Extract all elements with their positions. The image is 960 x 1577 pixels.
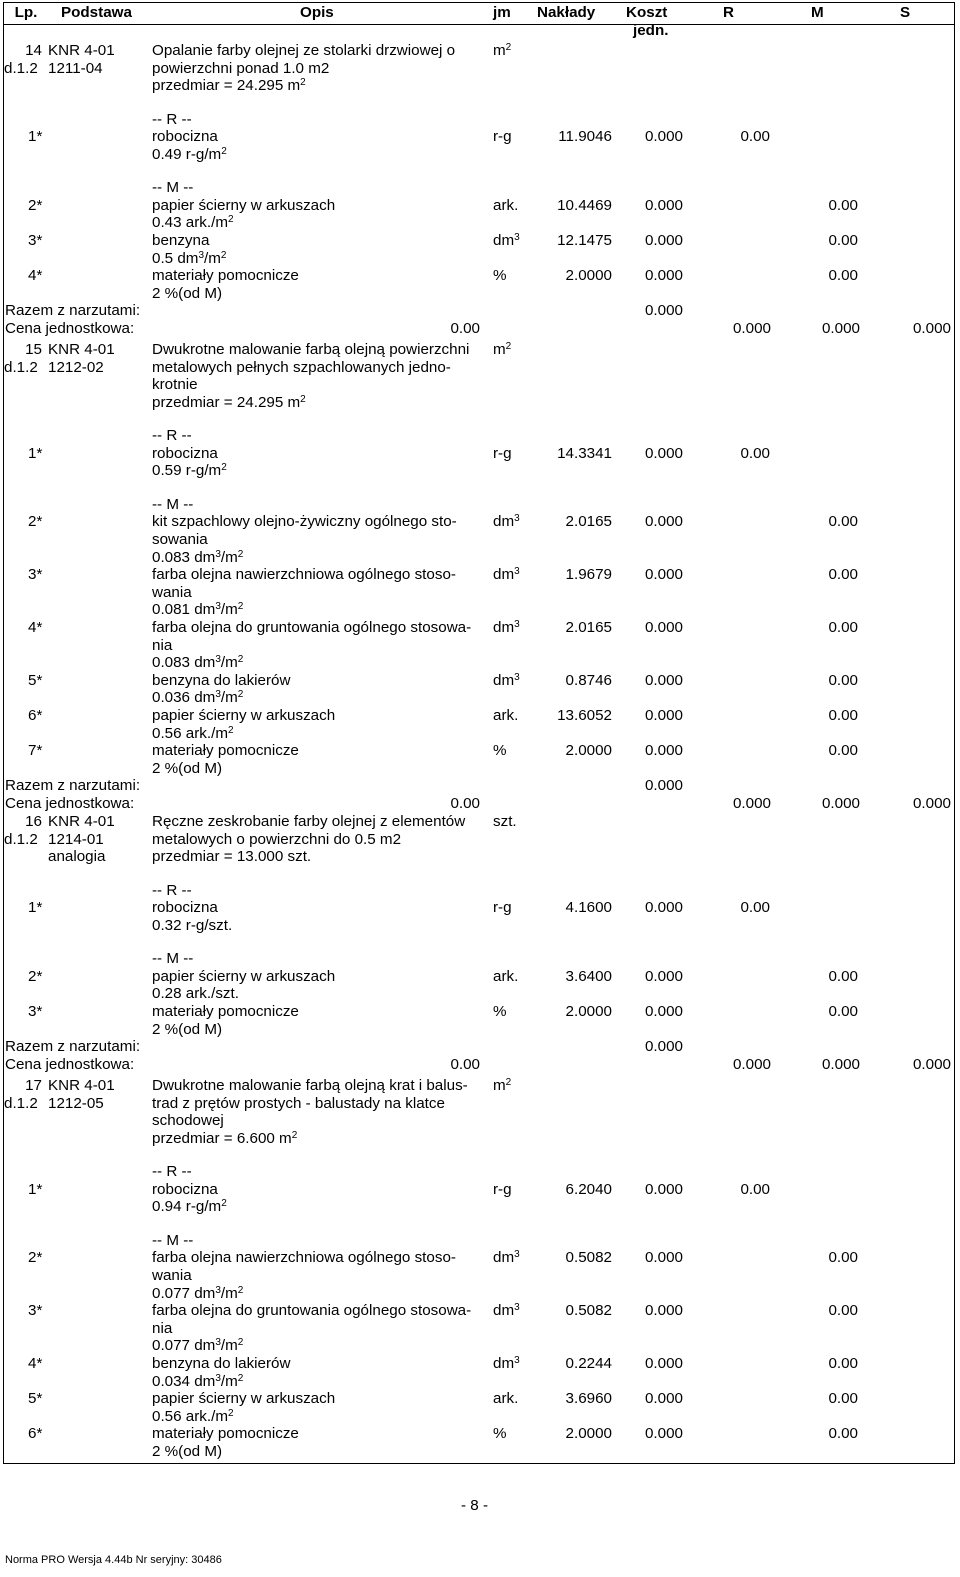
resource-price: 0.000 xyxy=(644,444,683,462)
description-line: przedmiar = 6.600 $m^2$ xyxy=(152,1129,298,1147)
resource-unit: $dm^3$ xyxy=(493,619,520,637)
resource-norm: 0.034 $dm^3/m^2$ xyxy=(152,1372,244,1390)
col-jm-header: jm xyxy=(493,4,511,21)
col-podstawa-header: Podstawa xyxy=(61,4,132,21)
resource-norm: 0.49 $r-g/m^2$ xyxy=(152,145,227,163)
resource-norm: 0.28 ark./szt. xyxy=(152,985,239,1003)
unit-price-m: 0.000 xyxy=(821,320,860,338)
resource-quantity: 2.0000 xyxy=(565,267,612,285)
resource-quantity: 12.1475 xyxy=(557,232,612,250)
unit-price-total: 0.00 xyxy=(450,320,480,338)
unit: $m^2$ xyxy=(493,42,512,59)
position-chapter: d.1.2 xyxy=(4,358,38,376)
resource-name-continued: sowania xyxy=(152,531,208,549)
item-number: 4* xyxy=(28,1355,43,1373)
description-line: metalowych pełnych szpachlowanych jedno- xyxy=(152,358,451,376)
resource-norm: 2 %(od M) xyxy=(152,759,223,777)
resource-name: papier ścierny w arkuszach xyxy=(152,1390,336,1408)
description-line: przedmiar = 24.295 $m^2$ xyxy=(152,77,306,95)
resource-unit: $dm^3$ xyxy=(493,1249,520,1267)
resource-quantity: 13.6052 xyxy=(557,707,612,725)
resource-name: papier ścierny w arkuszach xyxy=(152,707,336,725)
labor-value: 0.00 xyxy=(740,444,770,462)
resource-name: papier ścierny w arkuszach xyxy=(152,967,336,985)
page-number: - 8 - xyxy=(461,1497,489,1514)
resource-price: 0.000 xyxy=(644,1003,683,1021)
resource-norm: 0.081 $dm^3/m^2$ xyxy=(152,601,244,619)
resource-quantity: 3.6960 xyxy=(565,1390,612,1408)
resource-norm: 0.083 $dm^3/m^2$ xyxy=(152,548,244,566)
resource-quantity: 14.3341 xyxy=(557,444,612,462)
material-value: 0.00 xyxy=(828,1302,858,1320)
description-line: krotnie xyxy=(152,376,198,394)
labor-value: 0.00 xyxy=(740,1180,770,1198)
item-number: 3* xyxy=(28,232,43,250)
software-footer: Norma PRO Wersja 4.44b Nr seryjny: 30486 xyxy=(5,1554,222,1566)
resource-name: kit szpachlowy olejno-żywiczny ogólnego sto- xyxy=(152,513,457,531)
material-section-label: -- M -- xyxy=(152,495,194,513)
item-number: 4* xyxy=(28,619,43,637)
item-number: 1* xyxy=(28,128,43,146)
razem-label: Razem z narzutami: xyxy=(5,1038,141,1056)
unit-price-m: 0.000 xyxy=(821,795,860,813)
resource-name: robocizna xyxy=(152,444,218,462)
resource-unit: % xyxy=(493,267,507,285)
resource-norm: 0.59 $r-g/m^2$ xyxy=(152,462,227,480)
resource-price: 0.000 xyxy=(644,967,683,985)
resource-unit: $dm^3$ xyxy=(493,513,520,531)
cena-label: Cena jednostkowa: xyxy=(5,795,135,813)
col-opis-header: Opis xyxy=(300,4,334,21)
resource-norm: 0.5 $dm^3/m^2$ xyxy=(152,249,227,267)
material-section-label: -- M -- xyxy=(152,950,194,968)
description-line: schodowej xyxy=(152,1112,224,1130)
item-number: 3* xyxy=(28,1302,43,1320)
resource-price: 0.000 xyxy=(644,232,683,250)
resource-name: robocizna xyxy=(152,128,218,146)
description-line: trad z prętów prostych - balustady na klatce xyxy=(152,1094,445,1112)
resource-unit: $dm^3$ xyxy=(493,566,520,584)
item-number: 4* xyxy=(28,267,43,285)
resource-name: materiały pomocnicze xyxy=(152,1003,299,1021)
description-line: Dwukrotne malowanie farbą olejną krat i balus- xyxy=(152,1077,468,1094)
col-s-header: S xyxy=(900,4,911,21)
cena-label: Cena jednostkowa: xyxy=(5,320,135,338)
position-chapter: d.1.2 xyxy=(4,59,38,77)
item-number: 5* xyxy=(28,671,43,689)
resource-name-continued: nia xyxy=(152,636,173,654)
resource-price: 0.000 xyxy=(644,1425,683,1443)
razem-label: Razem z narzutami: xyxy=(5,777,141,795)
resource-unit: $dm^3$ xyxy=(493,232,520,250)
position-number: 16 xyxy=(25,813,42,830)
resource-name: benzyna xyxy=(152,232,210,250)
resource-unit: $dm^3$ xyxy=(493,1302,520,1320)
material-value: 0.00 xyxy=(828,1003,858,1021)
resource-name: materiały pomocnicze xyxy=(152,742,299,760)
position-chapter: d.1.2 xyxy=(4,830,38,848)
resource-name: robocizna xyxy=(152,899,218,917)
resource-name: materiały pomocnicze xyxy=(152,267,299,285)
catalog-table: 1214-01 xyxy=(48,830,104,848)
resource-quantity: 2.0000 xyxy=(565,742,612,760)
item-number: 5* xyxy=(28,1390,43,1408)
catalog-table: 1212-02 xyxy=(48,358,104,376)
resource-name: robocizna xyxy=(152,1180,218,1198)
item-number: 6* xyxy=(28,1425,43,1443)
resource-price: 0.000 xyxy=(644,899,683,917)
col-lp-header: Lp. xyxy=(14,4,38,21)
resource-unit: r-g xyxy=(493,1180,512,1198)
resource-name: farba olejna do gruntowania ogólnego stosowa- xyxy=(152,1302,472,1320)
material-value: 0.00 xyxy=(828,707,858,725)
item-number: 1* xyxy=(28,444,43,462)
material-value: 0.00 xyxy=(828,619,858,637)
resource-norm: 0.077 $dm^3/m^2$ xyxy=(152,1284,244,1302)
labor-section-label: -- R -- xyxy=(152,110,192,128)
col-koszt-header: Koszt xyxy=(626,4,668,21)
item-number: 3* xyxy=(28,566,43,584)
resource-name: farba olejna nawierzchniowa ogólnego stoso- xyxy=(152,1249,456,1267)
col-koszt-header-2: jedn. xyxy=(633,22,669,39)
resource-quantity: 11.9046 xyxy=(558,128,612,146)
resource-quantity: 2.0165 xyxy=(565,619,612,637)
catalog-note: analogia xyxy=(48,848,106,866)
resource-unit: % xyxy=(493,1003,507,1021)
resource-unit: % xyxy=(493,1425,507,1443)
resource-quantity: 0.2244 xyxy=(565,1355,612,1373)
item-number: 2* xyxy=(28,967,43,985)
material-value: 0.00 xyxy=(828,742,858,760)
resource-quantity: 2.0000 xyxy=(565,1425,612,1443)
catalog-table: 1212-05 xyxy=(48,1094,104,1112)
material-value: 0.00 xyxy=(828,1249,858,1267)
resource-norm: 0.036 $dm^3/m^2$ xyxy=(152,689,244,707)
labor-section-label: -- R -- xyxy=(152,427,192,445)
resource-norm: 0.94 $r-g/m^2$ xyxy=(152,1198,227,1216)
unit-price-s: 0.000 xyxy=(912,320,951,338)
catalog-code: KNR 4-01 xyxy=(48,42,115,59)
resource-unit: ark. xyxy=(493,707,519,725)
item-number: 6* xyxy=(28,707,43,725)
material-value: 0.00 xyxy=(828,1355,858,1373)
unit-price-s: 0.000 xyxy=(912,1055,951,1073)
catalog-table: 1211-04 xyxy=(48,59,103,77)
resource-quantity: 10.4469 xyxy=(557,196,612,214)
labor-value: 0.00 xyxy=(740,128,770,146)
resource-price: 0.000 xyxy=(644,1355,683,1373)
resource-norm: 0.077 $dm^3/m^2$ xyxy=(152,1337,244,1355)
position-number: 17 xyxy=(25,1077,42,1094)
resource-price: 0.000 xyxy=(644,1302,683,1320)
resource-price: 0.000 xyxy=(644,1180,683,1198)
resource-norm: 0.56 $ark./m^2$ xyxy=(152,1407,234,1425)
resource-price: 0.000 xyxy=(644,707,683,725)
resource-price: 0.000 xyxy=(644,1390,683,1408)
material-value: 0.00 xyxy=(828,967,858,985)
resource-quantity: 4.1600 xyxy=(565,899,612,917)
item-number: 2* xyxy=(28,1249,43,1267)
resource-quantity: 6.2040 xyxy=(565,1180,612,1198)
unit-price-r: 0.000 xyxy=(732,1055,771,1073)
resource-norm: 0.32 r-g/szt. xyxy=(152,916,233,934)
material-value: 0.00 xyxy=(828,232,858,250)
resource-name: materiały pomocnicze xyxy=(152,1425,299,1443)
unit-price-m: 0.000 xyxy=(821,1055,860,1073)
resource-price: 0.000 xyxy=(644,1249,683,1267)
unit-price-total: 0.00 xyxy=(450,1055,480,1073)
resource-unit: $dm^3$ xyxy=(493,1355,520,1373)
resource-unit: ark. xyxy=(493,967,519,985)
resource-unit: r-g xyxy=(493,128,512,146)
resource-norm: 2 %(od M) xyxy=(152,1020,223,1038)
description-line: Opalanie farby olejnej ze stolarki drzwiowej o xyxy=(152,42,456,59)
material-section-label: -- M -- xyxy=(152,179,194,197)
resource-price: 0.000 xyxy=(644,513,683,531)
unit-price-s: 0.000 xyxy=(912,795,951,813)
resource-price: 0.000 xyxy=(644,742,683,760)
resource-norm: 2 %(od M) xyxy=(152,1443,223,1461)
unit: $m^2$ xyxy=(493,1077,512,1094)
unit: $m^2$ xyxy=(493,341,512,358)
unit-price-r: 0.000 xyxy=(732,795,771,813)
resource-quantity: 2.0165 xyxy=(565,513,612,531)
description-line: powierzchni ponad 1.0 m2 xyxy=(152,59,330,77)
resource-quantity: 3.6400 xyxy=(565,967,612,985)
resource-price: 0.000 xyxy=(644,671,683,689)
item-number: 3* xyxy=(28,1003,43,1021)
resource-name: benzyna do lakierów xyxy=(152,671,291,689)
resource-norm: 2 %(od M) xyxy=(152,284,223,302)
resource-price: 0.000 xyxy=(644,566,683,584)
catalog-code: KNR 4-01 xyxy=(48,341,115,358)
razem-label: Razem z narzutami: xyxy=(5,302,141,320)
resource-name: benzyna do lakierów xyxy=(152,1355,291,1373)
resource-price: 0.000 xyxy=(644,619,683,637)
labor-section-label: -- R -- xyxy=(152,1163,192,1181)
description-line: Ręczne zeskrobanie farby olejnej z elementów xyxy=(152,813,466,830)
catalog-code: KNR 4-01 xyxy=(48,813,115,830)
resource-price: 0.000 xyxy=(644,128,683,146)
cena-label: Cena jednostkowa: xyxy=(5,1055,135,1073)
material-value: 0.00 xyxy=(828,1390,858,1408)
position-number: 14 xyxy=(25,42,42,59)
position-chapter: d.1.2 xyxy=(4,1094,38,1112)
resource-unit: ark. xyxy=(493,196,519,214)
resource-unit: $dm^3$ xyxy=(493,671,520,689)
labor-section-label: -- R -- xyxy=(152,881,192,899)
description-line: przedmiar = 13.000 szt. xyxy=(152,848,312,866)
material-value: 0.00 xyxy=(828,196,858,214)
material-value: 0.00 xyxy=(828,566,858,584)
resource-quantity: 1.9679 xyxy=(565,566,612,584)
col-m-header: M xyxy=(811,4,824,21)
resource-name: papier ścierny w arkuszach xyxy=(152,196,336,214)
page-frame xyxy=(3,2,955,1464)
unit: szt. xyxy=(493,813,517,830)
resource-norm: 0.56 $ark./m^2$ xyxy=(152,724,234,742)
resource-quantity: 0.5082 xyxy=(565,1249,612,1267)
resource-unit: r-g xyxy=(493,899,512,917)
item-number: 2* xyxy=(28,513,43,531)
resource-unit: r-g xyxy=(493,444,512,462)
catalog-code: KNR 4-01 xyxy=(48,1077,115,1094)
razem-value: 0.000 xyxy=(644,1038,683,1056)
resource-quantity: 0.5082 xyxy=(565,1302,612,1320)
razem-value: 0.000 xyxy=(644,777,683,795)
resource-name: farba olejna do gruntowania ogólnego stosowa- xyxy=(152,619,472,637)
resource-name: farba olejna nawierzchniowa ogólnego stoso- xyxy=(152,566,456,584)
material-section-label: -- M -- xyxy=(152,1231,194,1249)
col-r-header: R xyxy=(723,4,734,21)
resource-norm: 0.43 $ark./m^2$ xyxy=(152,214,234,232)
resource-unit: % xyxy=(493,742,507,760)
labor-value: 0.00 xyxy=(740,899,770,917)
razem-value: 0.000 xyxy=(644,302,683,320)
position-number: 15 xyxy=(25,341,42,358)
resource-name-continued: wania xyxy=(152,1267,192,1285)
item-number: 7* xyxy=(28,742,43,760)
material-value: 0.00 xyxy=(828,1425,858,1443)
item-number: 2* xyxy=(28,196,43,214)
resource-price: 0.000 xyxy=(644,267,683,285)
unit-price-total: 0.00 xyxy=(450,795,480,813)
resource-quantity: 2.0000 xyxy=(565,1003,612,1021)
material-value: 0.00 xyxy=(828,267,858,285)
material-value: 0.00 xyxy=(828,671,858,689)
unit-price-r: 0.000 xyxy=(732,320,771,338)
material-value: 0.00 xyxy=(828,513,858,531)
header-divider xyxy=(3,24,955,25)
resource-quantity: 0.8746 xyxy=(565,671,612,689)
description-line: przedmiar = 24.295 $m^2$ xyxy=(152,393,306,411)
col-naklady-header: Nakłady xyxy=(537,4,596,21)
resource-name-continued: nia xyxy=(152,1319,173,1337)
resource-norm: 0.083 $dm^3/m^2$ xyxy=(152,654,244,672)
item-number: 1* xyxy=(28,899,43,917)
description-line: metalowych o powierzchni do 0.5 m2 xyxy=(152,830,402,848)
resource-price: 0.000 xyxy=(644,196,683,214)
resource-name-continued: wania xyxy=(152,583,192,601)
resource-unit: ark. xyxy=(493,1390,519,1408)
item-number: 1* xyxy=(28,1180,43,1198)
description-line: Dwukrotne malowanie farbą olejną powierzchni xyxy=(152,341,470,358)
